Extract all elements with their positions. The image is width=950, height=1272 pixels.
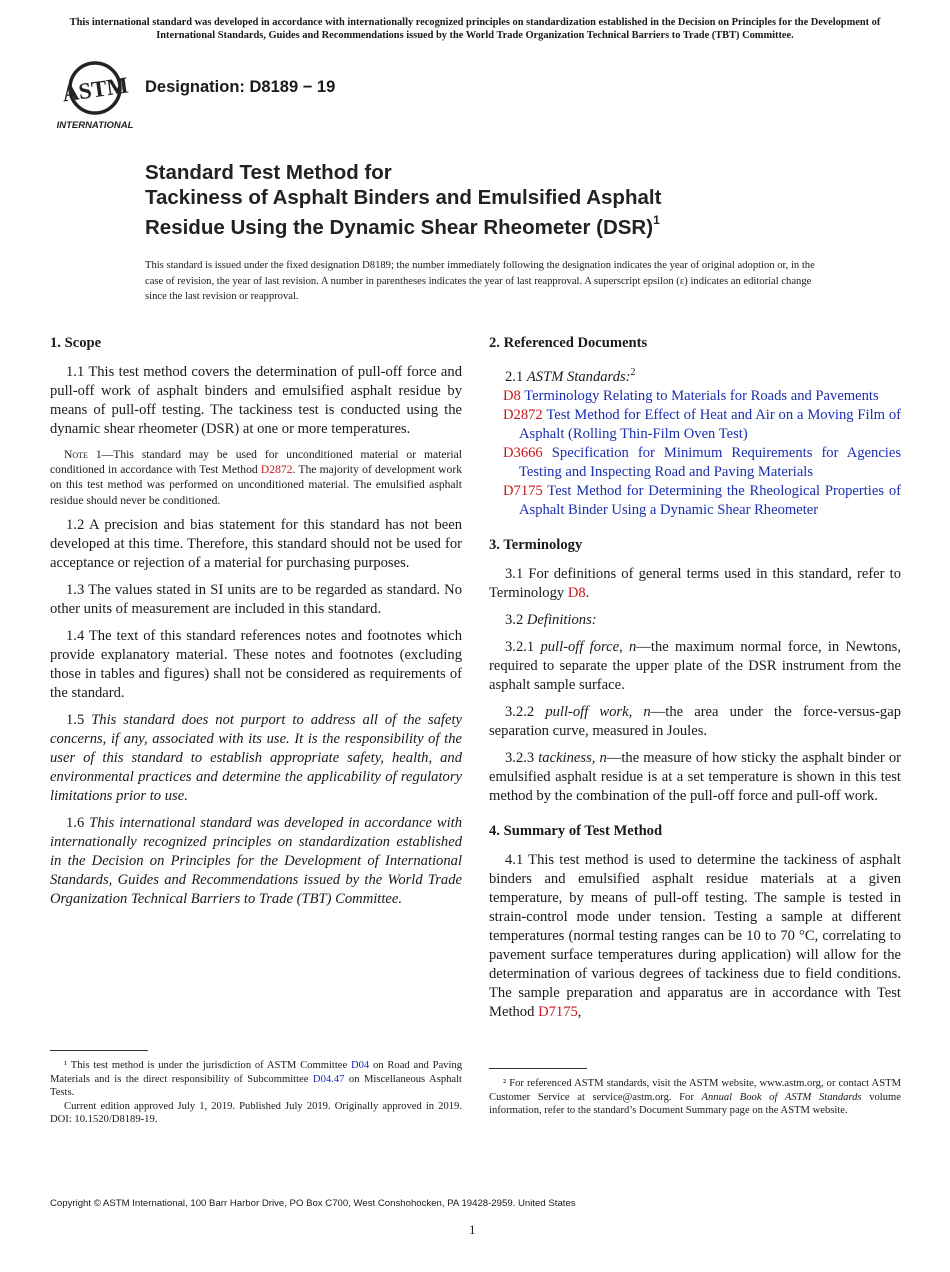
para-1-3: 1.3 The values stated in SI units are to be regarded as standard. No other units of measurement are included in this standard.: [50, 581, 462, 617]
para-1-5: [50, 711, 462, 806]
para-3-1-text: 3.1 For definitions of general terms used in this standard, refer to Terminology: [489, 565, 901, 601]
note-text-a: —This standard may be used for unconditioned material or material conditioned in accordance with Test Method: [50, 448, 462, 477]
sub-label: ASTM Standards:: [526, 368, 631, 385]
reference-code[interactable]: D8: [503, 387, 521, 404]
para-1-6-num: 1.6: [66, 814, 90, 831]
title-line-3: [145, 210, 845, 240]
ref-link-d2872[interactable]: D2872: [260, 463, 293, 477]
fn2-italic: Annual Book of ASTM Standards: [701, 1091, 862, 1103]
para-1-1: 1.1 This test method covers the determination of pull-off force and pull-off work of asphalt binders and emulsified asphalt residue by means of pull-off testing. The tackiness test is conducted using the dynamic shear rheometer (DSR) at one or more temperatures.: [50, 364, 462, 437]
para-1-2: 1.2 A precision and bias statement for this standard has not been developed at this time. Therefore, this standard should not be used for acceptance or rejection of a material for purchasing purposes.: [50, 516, 462, 571]
reference-item[interactable]: [489, 482, 901, 520]
footnote-2: [489, 1068, 901, 1118]
ref-link-d04-47[interactable]: D04.47: [312, 1073, 345, 1085]
footnote-2-text: [489, 1077, 901, 1118]
note-text-b: . The majority of development work on this test method was performed on unconditioned material. The emulsified asphalt residue should never be conditioned.: [50, 463, 462, 507]
referenced-heading: 2. Referenced Documents: [489, 335, 648, 351]
reference-list: [489, 387, 901, 520]
definition-tackiness: [489, 749, 901, 806]
reference-item[interactable]: [489, 387, 901, 406]
footnote-1-text: [50, 1059, 462, 1100]
para-3-1: [489, 565, 901, 603]
para-1-5-num: 1.5: [66, 711, 92, 728]
top-notice: This international standard was developed in accordance with internationally recognized principles on standardization established in the Decision on Principles for the Development of International Standards, Guides and Recommendations issued by the World Trade Organization Technical Barriers to Trade (TBT) Committee.: [69, 17, 881, 41]
para-1-6: [50, 814, 462, 909]
astm-logo: [54, 58, 136, 132]
reference-code[interactable]: D3666: [503, 444, 543, 461]
summary-heading: 4. Summary of Test Method: [489, 822, 663, 839]
fn1-c: on Miscellaneous Asphalt Tests.: [50, 1073, 463, 1098]
right-column: [489, 334, 901, 1030]
issued-statement: This standard is issued under the fixed designation D8189; the number immediately following the designation indicates the year of original adoption or, in the case of revision, the year of last revision. A number in parentheses indicates the year of last reapproval. A superscript epsilon (ε) indicates an editorial change since the last revision or reapproval.: [145, 260, 815, 302]
def-1-term: pull-off force, n: [540, 638, 637, 655]
para-4-1-end: ,: [577, 1003, 582, 1020]
para-3-1-end: .: [585, 584, 590, 601]
fn2-b: volume information, refer to the standard’s Document Summary page on the ASTM website.: [489, 1091, 901, 1116]
reference-item[interactable]: [489, 406, 901, 444]
definition-pull-off-work: [489, 703, 901, 741]
def-1-text: —the maximum normal force, in Newtons, required to separate the upper plate of the DSR instrument from the asphalt sample surface.: [489, 638, 901, 693]
note-label: Note 1: [64, 448, 102, 461]
reference-title[interactable]: Test Method for Effect of Heat and Air on a Moving Film of Asphalt (Rolling Thin-Film Oven Test): [519, 406, 901, 442]
title-line-3-text: Residue Using the Dynamic Shear Rheometer (DSR): [145, 215, 654, 239]
copyright: Copyright © ASTM International, 100 Barr Harbor Drive, PO Box C700, West Conshohocken, PA 19428-2959. United States: [50, 1198, 576, 1209]
def-2-term: pull-off work, n: [545, 703, 651, 720]
title-line-1: Standard Test Method for: [145, 161, 392, 184]
fn2-a: ² For referenced ASTM standards, visit the ASTM website, www.astm.org, or contact ASTM Customer Service at service@astm.org. For: [489, 1078, 901, 1103]
scope-heading: 1. Scope: [50, 335, 102, 351]
para-3-2-text: Definitions:: [526, 611, 597, 628]
para-1-4: 1.4 The text of this standard references notes and footnotes which provide explanatory material. These notes and footnotes (excluding those in tables and figures) shall not be considered as requirements of the standard.: [50, 627, 462, 701]
footnote-rule: [489, 1068, 587, 1069]
definition-pull-off-force: [489, 638, 901, 695]
def-2-text: —the area under the force-versus-gap separation curve, measured in Joules.: [489, 703, 901, 739]
svg-text:ASTM: ASTM: [60, 72, 130, 107]
note-1: [50, 447, 462, 508]
designation: Designation: D8189 − 19: [145, 78, 336, 96]
reference-code[interactable]: D2872: [503, 406, 543, 423]
logo-wordmark: INTERNATIONAL: [56, 120, 134, 131]
def-3-text: —the measure of how sticky the asphalt binder or emulsified asphalt residue is at a set temperature is shown in this test method by the combination of the pull-off force and pull-off work.: [489, 749, 901, 804]
def-3-term: tackiness, n: [538, 749, 607, 766]
left-column: [50, 334, 462, 917]
reference-title[interactable]: Test Method for Determining the Rheological Properties of Asphalt Binder Using a Dynamic Shear Rheometer: [519, 482, 901, 518]
ref-link-d04[interactable]: D04: [350, 1060, 370, 1071]
para-3-2: [489, 611, 901, 630]
footnote-1: [50, 1050, 462, 1127]
terminology-heading: 3. Terminology: [489, 536, 583, 553]
para-1-5-text: This standard does not purport to address all of the safety concerns, if any, associated with its use. It is the responsibility of the user of this standard to establish appropriate safety, health, and environmental practices and determine the applicability of regulatory limitations prior to use.: [50, 711, 462, 804]
para-4-1: [489, 851, 901, 1022]
def-1-num: 3.2.1: [505, 638, 541, 655]
footnote-1-edition: Current edition approved July 1, 2019. Published July 2019. Originally approved in 2019. DOI: 10.1520/D8189-19.: [50, 1100, 462, 1125]
reference-item[interactable]: [489, 444, 901, 482]
title-line-2: Tackiness of Asphalt Binders and Emulsified Asphalt: [145, 186, 662, 209]
para-4-1-text: 4.1 This test method is used to determine the tackiness of asphalt binders and emulsified asphalt residue materials at a given temperature, by means of pull-off testing. The sample is tested in strain-control mode under tension. Testing a sample at different temperatures (normal testing ranges can be 10 to 70 °C, correlating to pavement surface temperatures during application) will allow for the determination of various degrees of tackiness due to field conditions. The sample preparation and apparatus are in accordance with Test Method: [489, 851, 901, 1020]
ref-link-d8[interactable]: D8: [567, 584, 586, 601]
footnote-rule: [50, 1050, 148, 1051]
title-footnote-mark: 1: [653, 213, 660, 227]
def-2-num: 3.2.2: [505, 703, 546, 720]
reference-title[interactable]: Terminology Relating to Materials for Roads and Pavements: [524, 387, 879, 404]
fn1-b: on Road and Paving Materials and is the direct responsibility of Subcommittee: [50, 1060, 462, 1085]
sub-num: 2.1: [505, 368, 527, 385]
reference-code[interactable]: D7175: [503, 482, 543, 499]
ref-link-d7175[interactable]: D7175: [538, 1003, 578, 1020]
page-number: 1: [469, 1222, 476, 1237]
astm-standards-subheading: [505, 363, 901, 387]
page-title: [145, 160, 845, 240]
astm-logo-icon: [54, 58, 136, 132]
reference-title[interactable]: Specification for Minimum Requirements for Agencies Testing and Inspecting Road and Paving Materials: [519, 444, 902, 480]
para-3-2-num: 3.2: [505, 611, 527, 628]
def-3-num: 3.2.3: [505, 749, 539, 766]
para-1-6-text: This international standard was developed in accordance with internationally recognized principles on standardization established in the Decision on Principles for the Development of International Standards, Guides and Recommendations issued by the World Trade Organization Technical Barriers to Trade (TBT) Committee.: [50, 814, 463, 907]
sub-sup: 2: [630, 367, 636, 378]
fn1-a: ¹ This test method is under the jurisdiction of ASTM Committee: [64, 1060, 351, 1071]
